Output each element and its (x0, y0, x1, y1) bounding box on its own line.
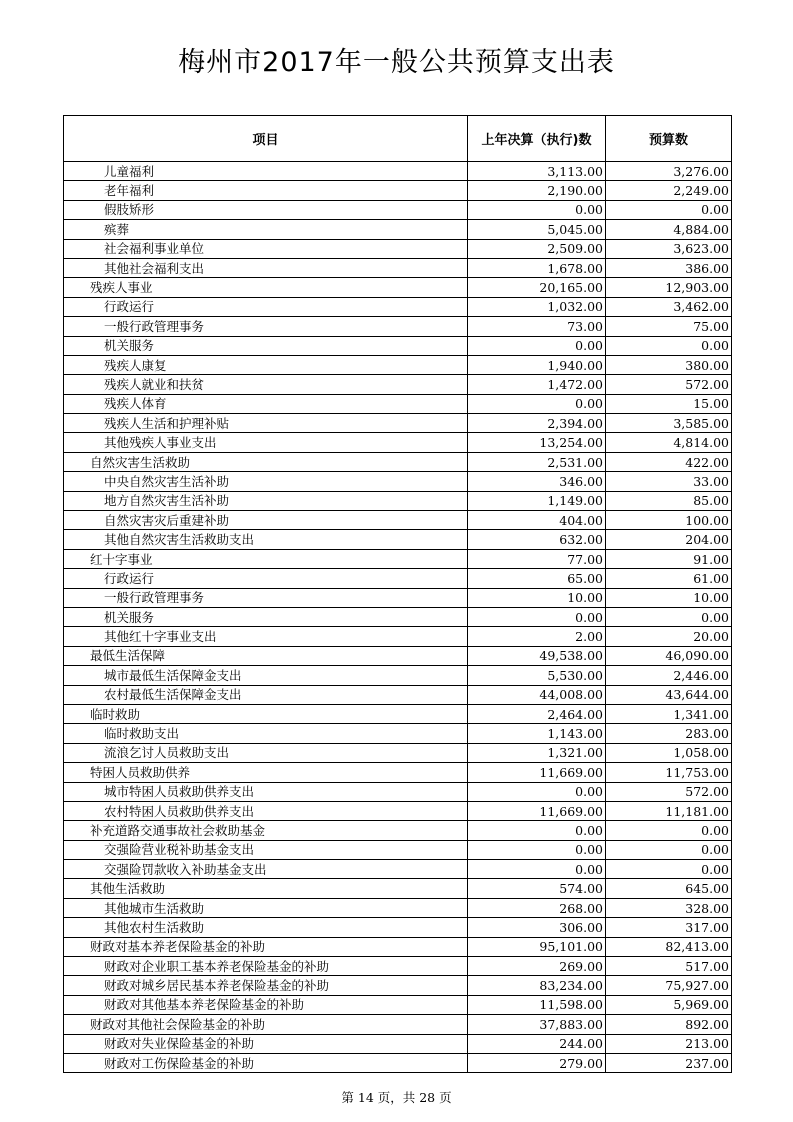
last-year-value-cell: 2,190.00 (468, 181, 606, 200)
table-row (64, 627, 732, 646)
budget-value-cell: 645.00 (606, 879, 732, 898)
table-row (64, 724, 732, 743)
last-year-value-cell: 13,254.00 (468, 433, 606, 452)
table-row (64, 801, 732, 820)
last-year-value-cell: 0.00 (468, 821, 606, 840)
last-year-value-cell: 44,008.00 (468, 685, 606, 704)
budget-value-cell: 12,903.00 (606, 278, 732, 297)
item-name-cell: 临时救助 (64, 704, 468, 723)
item-name-cell: 财政对城乡居民基本养老保险基金的补助 (64, 976, 468, 995)
item-name-cell: 财政对失业保险基金的补助 (64, 1034, 468, 1053)
item-name-cell: 城市最低生活保障金支出 (64, 666, 468, 685)
budget-value-cell: 892.00 (606, 1015, 732, 1034)
last-year-value-cell: 574.00 (468, 879, 606, 898)
budget-value-cell: 33.00 (606, 472, 732, 491)
budget-value-cell: 75,927.00 (606, 976, 732, 995)
table-row (64, 220, 732, 239)
last-year-value-cell: 244.00 (468, 1034, 606, 1053)
last-year-value-cell: 0.00 (468, 860, 606, 879)
last-year-value-cell: 279.00 (468, 1053, 606, 1072)
item-name-cell: 财政对基本养老保险基金的补助 (64, 937, 468, 956)
budget-value-cell: 0.00 (606, 821, 732, 840)
table-row (64, 1015, 732, 1034)
budget-value-cell: 82,413.00 (606, 937, 732, 956)
table-row (64, 569, 732, 588)
budget-value-cell: 15.00 (606, 394, 732, 413)
budget-value-cell: 572.00 (606, 782, 732, 801)
page-footer: 第 14 页，共 28 页 (341, 1090, 452, 1105)
table-row (64, 530, 732, 549)
budget-value-cell: 4,814.00 (606, 433, 732, 452)
item-name-cell: 临时救助支出 (64, 724, 468, 743)
budget-value-cell: 0.00 (606, 607, 732, 626)
column-header-item: 项目 (64, 116, 468, 162)
last-year-value-cell: 2.00 (468, 627, 606, 646)
last-year-value-cell: 1,472.00 (468, 375, 606, 394)
budget-value-cell: 3,585.00 (606, 414, 732, 433)
item-name-cell: 儿童福利 (64, 162, 468, 181)
last-year-value-cell: 83,234.00 (468, 976, 606, 995)
last-year-value-cell: 0.00 (468, 607, 606, 626)
item-name-cell: 行政运行 (64, 569, 468, 588)
last-year-value-cell: 65.00 (468, 569, 606, 588)
column-header-last-year: 上年决算（执行)数 (468, 116, 606, 162)
budget-value-cell: 0.00 (606, 200, 732, 219)
budget-value-cell: 10.00 (606, 588, 732, 607)
last-year-value-cell: 404.00 (468, 511, 606, 530)
budget-value-cell: 3,623.00 (606, 239, 732, 258)
last-year-value-cell: 73.00 (468, 317, 606, 336)
table-row (64, 278, 732, 297)
table-row (64, 317, 732, 336)
last-year-value-cell: 3,113.00 (468, 162, 606, 181)
item-name-cell: 地方自然灾害生活补助 (64, 491, 468, 510)
table-row (64, 239, 732, 258)
item-name-cell: 残疾人康复 (64, 355, 468, 374)
last-year-value-cell: 269.00 (468, 957, 606, 976)
item-name-cell: 自然灾害生活救助 (64, 452, 468, 471)
budget-value-cell: 0.00 (606, 336, 732, 355)
item-name-cell: 红十字事业 (64, 549, 468, 568)
table-row (64, 181, 732, 200)
item-name-cell: 农村最低生活保障金支出 (64, 685, 468, 704)
item-name-cell: 一般行政管理事务 (64, 588, 468, 607)
table-row (64, 743, 732, 762)
budget-value-cell: 2,446.00 (606, 666, 732, 685)
table-row (64, 860, 732, 879)
table-body (64, 162, 732, 1073)
budget-value-cell: 0.00 (606, 840, 732, 859)
budget-value-cell: 100.00 (606, 511, 732, 530)
budget-table (63, 115, 732, 1073)
last-year-value-cell: 306.00 (468, 918, 606, 937)
budget-value-cell: 237.00 (606, 1053, 732, 1072)
last-year-value-cell: 2,394.00 (468, 414, 606, 433)
table-row (64, 472, 732, 491)
table-row (64, 200, 732, 219)
last-year-value-cell: 11,669.00 (468, 763, 606, 782)
table-row (64, 452, 732, 471)
table-row (64, 162, 732, 181)
budget-value-cell: 5,969.00 (606, 995, 732, 1014)
item-name-cell: 其他红十字事业支出 (64, 627, 468, 646)
budget-value-cell: 204.00 (606, 530, 732, 549)
last-year-value-cell: 0.00 (468, 394, 606, 413)
table-header-row (64, 116, 732, 162)
last-year-value-cell: 632.00 (468, 530, 606, 549)
table-row (64, 258, 732, 277)
table-row (64, 297, 732, 316)
last-year-value-cell: 77.00 (468, 549, 606, 568)
budget-value-cell: 1,341.00 (606, 704, 732, 723)
item-name-cell: 流浪乞讨人员救助支出 (64, 743, 468, 762)
budget-value-cell: 20.00 (606, 627, 732, 646)
last-year-value-cell: 11,669.00 (468, 801, 606, 820)
budget-value-cell: 283.00 (606, 724, 732, 743)
budget-value-cell: 11,753.00 (606, 763, 732, 782)
last-year-value-cell: 2,531.00 (468, 452, 606, 471)
last-year-value-cell: 0.00 (468, 782, 606, 801)
item-name-cell: 其他自然灾害生活救助支出 (64, 530, 468, 549)
item-name-cell: 自然灾害灾后重建补助 (64, 511, 468, 530)
budget-value-cell: 328.00 (606, 898, 732, 917)
budget-value-cell: 3,276.00 (606, 162, 732, 181)
table-row (64, 607, 732, 626)
budget-value-cell: 85.00 (606, 491, 732, 510)
item-name-cell: 交强险罚款收入补助基金支出 (64, 860, 468, 879)
item-name-cell: 其他生活救助 (64, 879, 468, 898)
item-name-cell: 补充道路交通事故社会救助基金 (64, 821, 468, 840)
table-row (64, 511, 732, 530)
last-year-value-cell: 346.00 (468, 472, 606, 491)
item-name-cell: 行政运行 (64, 297, 468, 316)
table-row (64, 375, 732, 394)
table-row (64, 995, 732, 1014)
item-name-cell: 残疾人生活和护理补贴 (64, 414, 468, 433)
last-year-value-cell: 2,464.00 (468, 704, 606, 723)
last-year-value-cell: 11,598.00 (468, 995, 606, 1014)
table-row (64, 646, 732, 665)
last-year-value-cell: 2,509.00 (468, 239, 606, 258)
table-row (64, 336, 732, 355)
table-row (64, 840, 732, 859)
table-row (64, 355, 732, 374)
budget-value-cell: 3,462.00 (606, 297, 732, 316)
table-row (64, 976, 732, 995)
budget-value-cell: 0.00 (606, 860, 732, 879)
item-name-cell: 财政对其他社会保险基金的补助 (64, 1015, 468, 1034)
table-row (64, 763, 732, 782)
item-name-cell: 殡葬 (64, 220, 468, 239)
table-row (64, 685, 732, 704)
budget-value-cell: 91.00 (606, 549, 732, 568)
table-row (64, 394, 732, 413)
item-name-cell: 财政对企业职工基本养老保险基金的补助 (64, 957, 468, 976)
budget-value-cell: 422.00 (606, 452, 732, 471)
table-row (64, 549, 732, 568)
table-row (64, 704, 732, 723)
last-year-value-cell: 0.00 (468, 840, 606, 859)
last-year-value-cell: 95,101.00 (468, 937, 606, 956)
last-year-value-cell: 1,149.00 (468, 491, 606, 510)
item-name-cell: 财政对其他基本养老保险基金的补助 (64, 995, 468, 1014)
last-year-value-cell: 1,940.00 (468, 355, 606, 374)
table-row (64, 821, 732, 840)
item-name-cell: 残疾人事业 (64, 278, 468, 297)
page-title: 梅州市2017年一般公共预算支出表 (178, 47, 615, 78)
budget-value-cell: 213.00 (606, 1034, 732, 1053)
budget-value-cell: 317.00 (606, 918, 732, 937)
budget-value-cell: 4,884.00 (606, 220, 732, 239)
item-name-cell: 财政对工伤保险基金的补助 (64, 1053, 468, 1072)
budget-value-cell: 517.00 (606, 957, 732, 976)
item-name-cell: 其他残疾人事业支出 (64, 433, 468, 452)
budget-value-cell: 61.00 (606, 569, 732, 588)
table-row (64, 879, 732, 898)
budget-value-cell: 572.00 (606, 375, 732, 394)
last-year-value-cell: 5,530.00 (468, 666, 606, 685)
table-row (64, 433, 732, 452)
table-row (64, 588, 732, 607)
item-name-cell: 城市特困人员救助供养支出 (64, 782, 468, 801)
budget-value-cell: 380.00 (606, 355, 732, 374)
item-name-cell: 其他城市生活救助 (64, 898, 468, 917)
item-name-cell: 最低生活保障 (64, 646, 468, 665)
budget-value-cell: 43,644.00 (606, 685, 732, 704)
table-row (64, 491, 732, 510)
budget-value-cell: 1,058.00 (606, 743, 732, 762)
table-row (64, 782, 732, 801)
table-row (64, 1053, 732, 1072)
item-name-cell: 特困人员救助供养 (64, 763, 468, 782)
item-name-cell: 社会福利事业单位 (64, 239, 468, 258)
item-name-cell: 其他社会福利支出 (64, 258, 468, 277)
table-row (64, 937, 732, 956)
table-row (64, 898, 732, 917)
last-year-value-cell: 1,032.00 (468, 297, 606, 316)
item-name-cell: 残疾人就业和扶贫 (64, 375, 468, 394)
last-year-value-cell: 268.00 (468, 898, 606, 917)
last-year-value-cell: 0.00 (468, 200, 606, 219)
item-name-cell: 老年福利 (64, 181, 468, 200)
table-row (64, 1034, 732, 1053)
item-name-cell: 机关服务 (64, 607, 468, 626)
item-name-cell: 农村特困人员救助供养支出 (64, 801, 468, 820)
last-year-value-cell: 0.00 (468, 336, 606, 355)
item-name-cell: 交强险营业税补助基金支出 (64, 840, 468, 859)
budget-value-cell: 11,181.00 (606, 801, 732, 820)
column-header-budget: 预算数 (606, 116, 732, 162)
item-name-cell: 其他农村生活救助 (64, 918, 468, 937)
budget-value-cell: 2,249.00 (606, 181, 732, 200)
last-year-value-cell: 10.00 (468, 588, 606, 607)
last-year-value-cell: 49,538.00 (468, 646, 606, 665)
item-name-cell: 假肢矫形 (64, 200, 468, 219)
item-name-cell: 一般行政管理事务 (64, 317, 468, 336)
item-name-cell: 残疾人体育 (64, 394, 468, 413)
budget-value-cell: 386.00 (606, 258, 732, 277)
item-name-cell: 机关服务 (64, 336, 468, 355)
last-year-value-cell: 1,143.00 (468, 724, 606, 743)
table-row (64, 957, 732, 976)
last-year-value-cell: 1,678.00 (468, 258, 606, 277)
last-year-value-cell: 20,165.00 (468, 278, 606, 297)
last-year-value-cell: 1,321.00 (468, 743, 606, 762)
table-row (64, 666, 732, 685)
budget-value-cell: 75.00 (606, 317, 732, 336)
last-year-value-cell: 37,883.00 (468, 1015, 606, 1034)
budget-value-cell: 46,090.00 (606, 646, 732, 665)
last-year-value-cell: 5,045.00 (468, 220, 606, 239)
table-row (64, 414, 732, 433)
item-name-cell: 中央自然灾害生活补助 (64, 472, 468, 491)
table-row (64, 918, 732, 937)
